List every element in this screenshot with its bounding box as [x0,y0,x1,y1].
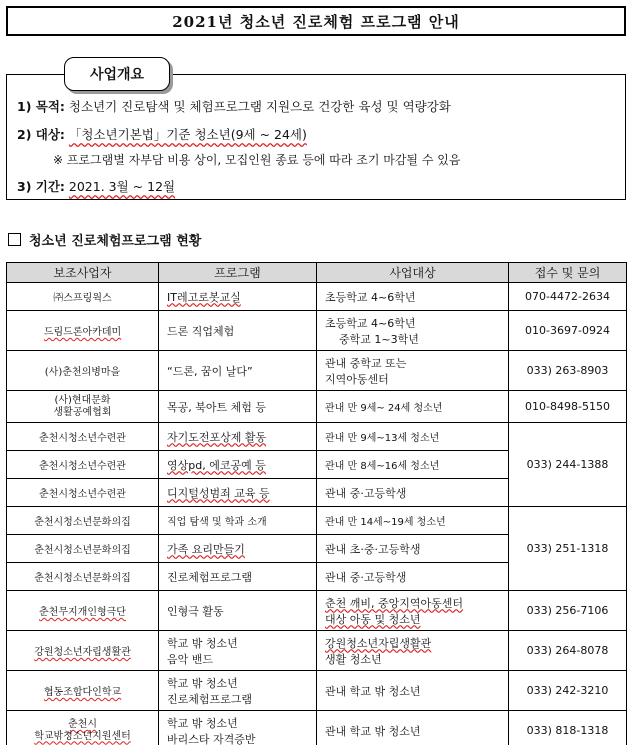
contact-cell: 010-8498-5150 [509,391,627,423]
purpose-text: 청소년기 진로탐색 및 체험프로그램 지원으로 건강한 육성 및 역량강화 [68,99,451,114]
program-cell: 직업 탐색 및 학과 소개 [159,507,317,535]
target-cell: 춘천 깨비, 중앙지역아동센터 대상 아동 및 청소년 [317,591,509,631]
target-cell: 관내 학교 밖 청소년 [317,711,509,745]
org-cell: ㈜스프링웍스 [7,283,159,311]
overview-tag: 사업개요 [64,57,170,91]
period-line [17,177,175,195]
contact-cell: 033) 256-7106 [509,591,627,631]
org-cell: (사)현대문화 생활공예협회 [7,391,159,423]
org-cell: 춘천시 학교밖청소년지원센터 [7,711,159,745]
purpose-label: 1) 목적: [17,99,65,114]
org-cell: (사)춘천의병마을 [7,351,159,391]
table-row [7,507,627,535]
header-program: 프로그램 [159,263,317,283]
program-cell: 자기도전포상제 활동 [159,423,317,451]
table-row [7,591,627,631]
program-cell: 인형극 활동 [159,591,317,631]
org-cell: 드림드론아카데미 [7,311,159,351]
program-cell: IT레고로봇교실 [159,283,317,311]
program-cell: 학교 밖 청소년 바리스타 자격증반 [159,711,317,745]
target-cell: 관내 중학교 또는 지역아동센터 [317,351,509,391]
target-cell: 초등학교 4~6학년 [317,283,509,311]
contact-cell: 033) 242-3210 [509,671,627,711]
program-cell: “드론, 꿈이 날다” [159,351,317,391]
org-cell: 춘천시청소년수련관 [7,423,159,451]
target-text: 「청소년기본법」기준 청소년(9세 ~ 24세) [68,127,307,142]
table-row [7,631,627,671]
contact-cell: 033) 818-1318 [509,711,627,745]
target-cell: 관내 만 9세~13세 청소년 [317,423,509,451]
period-text: 2021. 3월 ~ 12월 [68,179,176,194]
program-table [6,262,627,745]
program-cell: 진로체험프로그램 [159,563,317,591]
program-cell: 학교 밖 청소년 진로체험프로그램 [159,671,317,711]
org-cell: 춘천시청소년문화의집 [7,535,159,563]
contact-cell: 033) 264-8078 [509,631,627,671]
contact-cell: 070-4472-2634 [509,283,627,311]
contact-cell-merged-munhwa: 033) 251-1318 [509,507,627,591]
target-cell: 관내 중·고등학생 [317,479,509,507]
target-cell: 관내 중·고등학생 [317,563,509,591]
target-cell: 관내 만 8세~16세 청소년 [317,451,509,479]
table-row [7,311,627,351]
org-cell: 춘천시청소년수련관 [7,451,159,479]
table-header-row [7,263,627,283]
period-label: 3) 기간: [17,179,65,194]
table-row [7,671,627,711]
program-cell: 영상pd, 에코공예 등 [159,451,317,479]
contact-cell: 010-3697-0924 [509,311,627,351]
note-line: ※ 프로그램별 자부담 비용 상이, 모집인원 종료 등에 따라 조기 마감될 수 있음 [53,153,461,167]
table-row [7,711,627,745]
header-target: 사업대상 [317,263,509,283]
table-row [7,391,627,423]
target-label: 2) 대상: [17,127,65,142]
header-contact: 접수 및 문의 [509,263,627,283]
target-cell: 관내 만 14세~19세 청소년 [317,507,509,535]
program-cell: 가족 요리만들기 [159,535,317,563]
program-cell: 목공, 북아트 체험 등 [159,391,317,423]
program-cell: 디지털성범죄 교육 등 [159,479,317,507]
header-org: 보조사업자 [7,263,159,283]
org-cell: 춘천시청소년문화의집 [7,563,159,591]
contact-cell-merged-suryeon: 033) 244-1388 [509,423,627,507]
table-row [7,351,627,391]
target-line [17,125,307,143]
checkbox-square-icon [8,233,21,246]
contact-cell: 033) 263-8903 [509,351,627,391]
section-title: 청소년 진로체험프로그램 현황 [29,234,202,249]
program-cell: 학교 밖 청소년 음악 밴드 [159,631,317,671]
program-cell: 드론 직업체험 [159,311,317,351]
target-cell: 관내 만 9세~ 24세 청소년 [317,391,509,423]
table-row [7,423,627,451]
org-cell: 춘천시청소년수련관 [7,479,159,507]
target-cell: 강원청소년자립생활관 생활 청소년 [317,631,509,671]
target-cell: 초등학교 4~6학년 중학교 1~3학년 [317,311,509,351]
page-title: 2021년 청소년 진로체험 프로그램 안내 [6,6,626,36]
section-heading [8,230,201,249]
org-cell: 협동조합다인학교 [7,671,159,711]
org-cell: 강원청소년자립생활관 [7,631,159,671]
overview-box [6,74,626,200]
table-row [7,283,627,311]
org-cell: 춘천시청소년문화의집 [7,507,159,535]
purpose-line [17,97,451,115]
org-cell: 춘천무지개인형극단 [7,591,159,631]
target-cell: 관내 학교 밖 청소년 [317,671,509,711]
target-cell: 관내 초·중·고등학생 [317,535,509,563]
